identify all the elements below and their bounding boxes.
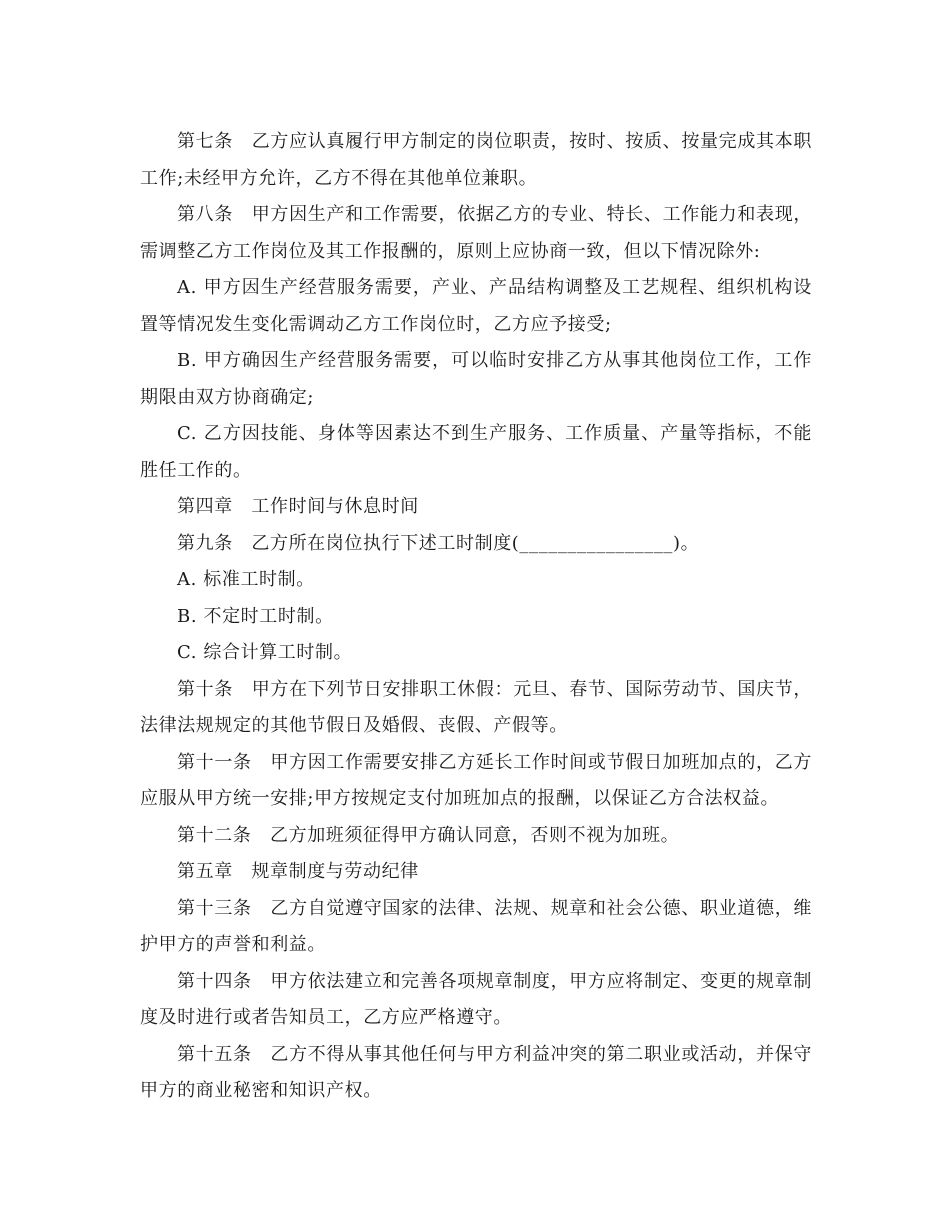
document-page [140,124,812,1110]
article-8-item-b: B. 甲方确因生产经营服务需要，可以临时安排乙方从事其他岗位工作，工作期限由双方协商确定; [140,350,812,408]
article-14: 第十四条 甲方依法建立和完善各项规章制度，甲方应将制定、变更的规章制度及时进行或者告知员工，乙方应严格遵守。 [140,970,812,1028]
article-9-option-c: C. 综合计算工时制。 [177,642,353,663]
article-7: 第七条 乙方应认真履行甲方制定的岗位职责，按时、按质、按量完成其本职工作;未经甲方允许，乙方不得在其他单位兼职。 [140,131,812,189]
article-13: 第十三条 乙方自觉遵守国家的法律、法规、规章和社会公德、职业道德，维护甲方的声誉和利益。 [140,897,812,955]
article-11: 第十一条 甲方因工作需要安排乙方延长工作时间或节假日加班加点的，乙方应服从甲方统一安排;甲方按规定支付加班加点的报酬，以保证乙方合法权益。 [140,751,812,809]
article-9-option-b: B. 不定时工时制。 [177,605,334,627]
article-12: 第十二条 乙方加班须征得甲方确认同意，否则不视为加班。 [177,824,680,846]
chapter-5-heading: 第五章 规章制度与劳动纪律 [177,861,419,882]
article-15: 第十五条 乙方不得从事其他任何与甲方利益冲突的第二职业或活动，并保守甲方的商业秘密和知识产权。 [140,1043,812,1101]
article-8-item-a: A. 甲方因生产经营服务需要，产业、产品结构调整及工艺规程、组织机构设置等情况发生变化需调动乙方工作岗位时，乙方应予接受; [140,277,812,335]
article-8: 第八条 甲方因生产和工作需要，依据乙方的专业、特长、工作能力和表现，需调整乙方工作岗位及其工作报酬的，原则上应协商一致，但以下情况除外: [140,204,812,262]
article-9: 第九条 乙方所在岗位执行下述工时制度(________________)。 [177,532,700,554]
article-10: 第十条 甲方在下列节日安排职工休假：元旦、春节、国际劳动节、国庆节，法律法规规定的其他节假日及婚假、丧假、产假等。 [140,678,812,736]
article-9-option-a: A. 标准工时制。 [177,569,315,590]
chapter-4-heading: 第四章 工作时间与休息时间 [177,496,419,517]
article-8-item-c: C. 乙方因技能、身体等因素达不到生产服务、工作质量、产量等指标，不能胜任工作的。 [140,423,812,481]
